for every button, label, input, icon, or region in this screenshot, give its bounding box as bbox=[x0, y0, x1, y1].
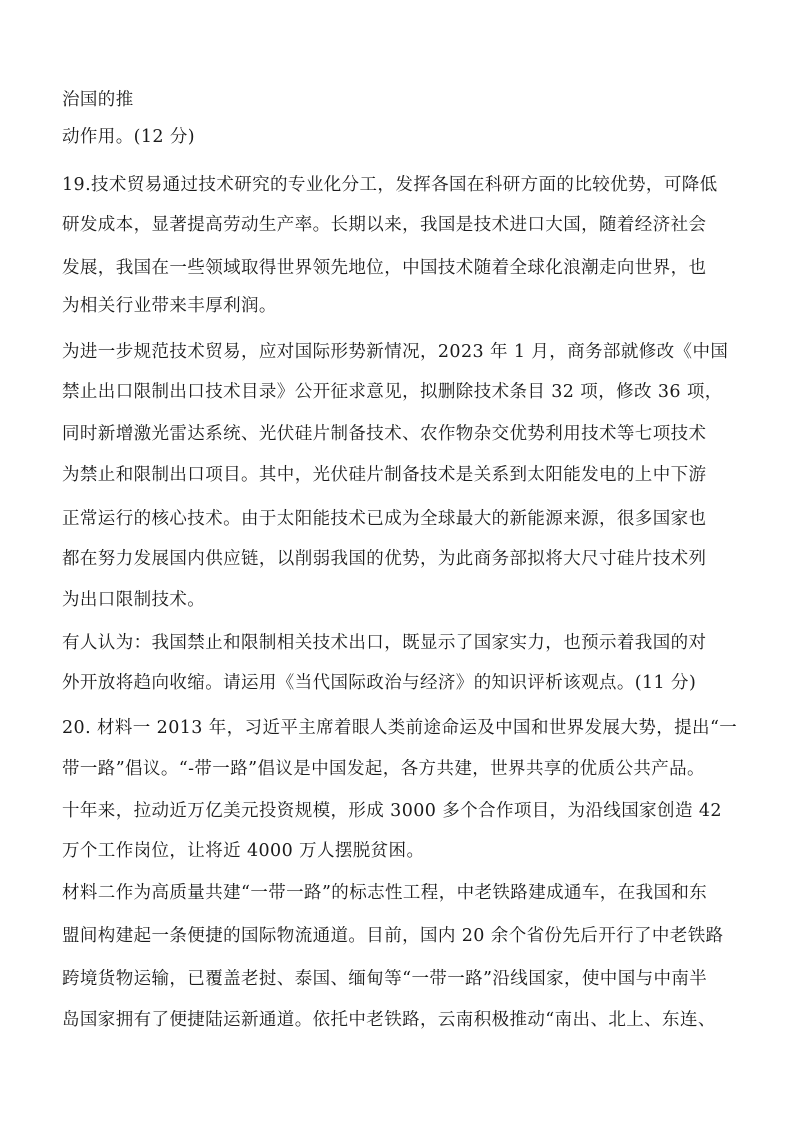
text-line: 禁止出口限制出口技术目录》公开征求意见，拟删除技术条目 32 项，修改 36 项， bbox=[62, 382, 723, 402]
text-line: 正常运行的核心技术。由于太阳能技术已成为全球最大的新能源来源，很多国家也 bbox=[62, 509, 707, 529]
text-line: 治国的推 bbox=[62, 90, 134, 110]
text-line: 岛国家拥有了便捷陆运新通道。依托中老铁路，云南积极推动“南出、北上、东连、 bbox=[62, 1010, 716, 1030]
text-line: 19.技术贸易通过技术研究的专业化分工，发挥各国在科研方面的比较优势，可降低 bbox=[62, 175, 718, 195]
text-line: 盟间构建起一条便捷的国际物流通道。目前，国内 20 余个省份先后开行了中老铁路 bbox=[62, 926, 724, 946]
text-line: 为禁止和限制出口项目。其中，光伏硅片制备技术是关系到太阳能发电的上中下游 bbox=[62, 465, 707, 485]
text-line: 为出口限制技术。 bbox=[62, 590, 206, 610]
text-line: 动作用。(12 分) bbox=[62, 127, 195, 147]
text-line: 研发成本，显著提高劳动生产率。长期以来，我国是技术进口大国，随着经济社会 bbox=[62, 215, 707, 235]
text-line: 为相关行业带来丰厚利润。 bbox=[62, 296, 277, 316]
text-line: 材料二作为高质量共建“一带一路”的标志性工程，中老铁路建成通车，在我国和东 bbox=[62, 883, 708, 903]
text-line: 外开放将趋向收缩。请运用《当代国际政治与经济》的知识评析该观点。(11 分) bbox=[62, 673, 697, 693]
text-line: 万个工作岗位，让将近 4000 万人摆脱贫困。 bbox=[62, 841, 425, 861]
text-line: 都在努力发展国内供应链，以削弱我国的优势，为此商务部拟将大尺寸硅片技术列 bbox=[62, 549, 707, 569]
text-line: 发展，我国在一些领域取得世界领先地位，中国技术随着全球化浪潮走向世界，也 bbox=[62, 258, 707, 278]
text-line: 20. 材料一 2013 年，习近平主席着眼人类前途命运及中国和世界发展大势，提出“一 bbox=[62, 718, 738, 738]
text-line: 为进一步规范技术贸易，应对国际形势新情况，2023 年 1 月，商务部就修改《中国 bbox=[62, 342, 729, 362]
text-line: 有人认为：我国禁止和限制相关技术出口，既显示了国家实力，也预示着我国的对 bbox=[62, 633, 707, 653]
text-line: 跨境货物运输，已覆盖老挝、泰国、缅甸等“一带一路”沿线国家，使中国与中南半 bbox=[62, 969, 708, 989]
text-line: 同时新增激光雷达系统、光伏硅片制备技术、农作物杂交优势利用技术等七项技术 bbox=[62, 424, 707, 444]
text-line: 十年来，拉动近万亿美元投资规模，形成 3000 多个合作项目，为沿线国家创造 42 bbox=[62, 801, 722, 821]
text-line: 带一路”倡议。“-带一路”倡议是中国发起，各方共建，世界共享的优质公共产品。 bbox=[62, 759, 705, 779]
